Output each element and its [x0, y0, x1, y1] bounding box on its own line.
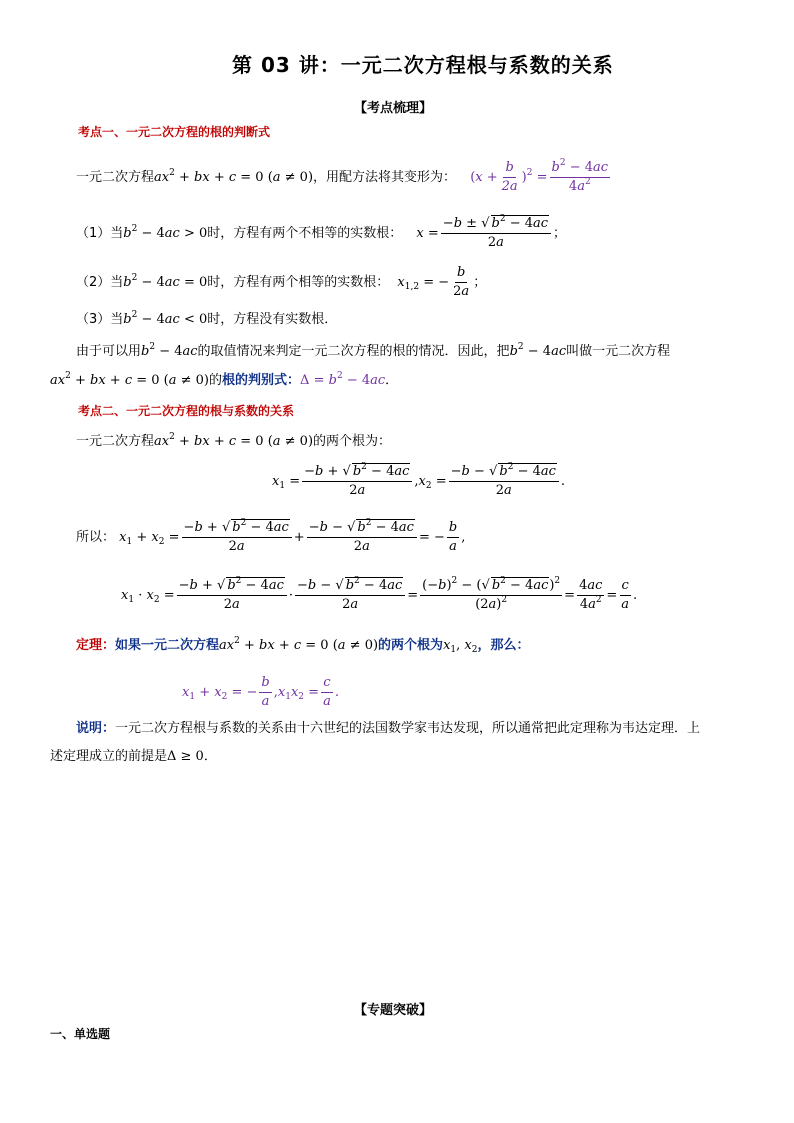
- case1-line: [76, 216, 566, 251]
- case3-prefix: （3）当: [76, 312, 124, 327]
- note-text-line1: 一元二次方程根与系数的关系由十六世纪的法国数学家韦达发现，所以通常把此定理称为韦达定理．上: [115, 721, 701, 736]
- case3-line: [76, 311, 337, 329]
- p2-intro-suffix: 的两个根为：: [313, 434, 392, 449]
- vieta-formula: $x_1 + x_2$ = − $\frac{b}{a}$ $,x_1x_2$ = $\frac{c}{a}$ .: [182, 675, 339, 709]
- para-c: 叫做一元二次方程: [566, 344, 671, 359]
- para-d: 的: [209, 373, 223, 388]
- point1-intro: [76, 160, 612, 195]
- case2-mid: 时，方程有两个相等的实数根：: [207, 275, 390, 290]
- case2-end: ；: [473, 275, 487, 290]
- point2-heading: 考点二、一元二次方程的根与系数的关系: [78, 404, 295, 418]
- point1-heading: 考点一、一元二次方程的根的判断式: [78, 125, 271, 139]
- case2-prefix: （2）当: [76, 275, 124, 290]
- discriminant-para-line2: [50, 372, 398, 390]
- note-text-line2: 述定理成立的前提是: [50, 749, 168, 764]
- quadratic-equation-formula: $ax^2$ + bx + c = 0 (a ≠ 0): [154, 168, 314, 185]
- note-label: 说明：: [76, 721, 116, 736]
- theorem-a: 如果一元二次方程: [115, 638, 220, 653]
- two-roots-formula: $x_1$ = $\frac{-b + √ b^2 - 4ac}{2a}$ $,x_2$ = $\frac{-b - √ b^2 - 4ac}{2a}$ .: [272, 462, 566, 498]
- point2-intro: [76, 433, 391, 451]
- para-e-discriminant-label: 根的判别式：: [222, 373, 301, 388]
- p2-intro-prefix: 一元二次方程: [76, 434, 155, 449]
- case3-mid: 时，方程没有实数根．: [207, 312, 338, 327]
- product-of-roots-formula: $x_1 \cdot x_2$ = $\frac{-b + √ b^2 - 4ac}{2a}$ · $\frac{-b - √ b^2 - 4ac}{2a}$ = $\frac{(-b)^2 - (√ b^2 - 4ac)^2}{(2a)^2}$ = $\frac{4ac}{4a^2}$ = $\frac{c}{a}$ .: [121, 576, 638, 612]
- intro-suffix: ，用配方法将其变形为：: [313, 170, 457, 185]
- para-a: 由于可以用: [76, 344, 142, 359]
- case2-root-formula: $x_{1,2}$ = − $\frac{b}{2a}$: [397, 265, 470, 299]
- section-heading-review: 【考点梳理】: [354, 101, 433, 116]
- theorem-equation: $ax^2$ + bx + c = 0 (a ≠ 0): [219, 636, 379, 653]
- case1-prefix: （1）当: [76, 226, 124, 241]
- section-heading-breakthrough: 【专题突破】: [354, 1003, 433, 1018]
- para-f: ．: [385, 373, 399, 388]
- discriminant-formula: $\Delta = b^2 - 4ac$: [300, 371, 386, 388]
- sum-of-roots-line: [76, 520, 465, 555]
- p2-equation: $ax^2$ + bx + c = 0 (a ≠ 0): [154, 432, 314, 449]
- para-expr1: $b^2 - 4ac$: [141, 342, 198, 359]
- theorem-c: ，那么：: [477, 638, 530, 653]
- case1-end: ；: [553, 226, 567, 241]
- discriminant-para-line1: [76, 343, 670, 361]
- theorem-roots: $x_1$, $x_2$: [443, 638, 478, 655]
- note-end: ．: [203, 749, 217, 764]
- theorem-b: 的两个根为: [378, 638, 444, 653]
- case2-condition: $b^2 - 4ac = 0$: [123, 273, 208, 290]
- sum-of-roots-formula: $x_1 + x_2$ = $\frac{-b + √ b^2 - 4ac}{2a}$ + $\frac{-b - √ b^2 - 4ac}{2a}$ = − $\frac{b}{a}$ ,: [119, 518, 466, 554]
- case1-condition: $b^2 - 4ac > 0$: [123, 224, 208, 241]
- note-line1: [76, 720, 700, 738]
- case3-condition: $b^2 - 4ac < 0$: [123, 310, 208, 327]
- case1-mid: 时，方程有两个不相等的实数根：: [207, 226, 403, 241]
- delta-condition: Δ ≥ 0: [167, 749, 204, 764]
- theorem-line: [76, 637, 530, 655]
- case1-root-formula: x = $\frac{-b \pm √ b^2 - 4ac}{2a}$: [416, 226, 553, 241]
- note-line2: [50, 748, 217, 766]
- so-label: 所以：: [76, 530, 116, 545]
- intro-prefix: 一元二次方程: [76, 170, 155, 185]
- page-title: 第 03 讲：一元二次方程根与系数的关系: [232, 53, 614, 77]
- exercise-heading: 一、单选题: [50, 1027, 111, 1041]
- para-equation: $ax^2$ + bx + c = 0 (a ≠ 0): [50, 371, 210, 388]
- case2-line: [76, 265, 486, 300]
- completed-square-formula: (x + $\frac{b}{2a}$ )$^2$ = $\frac{b^2 - 4ac}{4a^2}$: [470, 158, 609, 194]
- theorem-label: 定理：: [76, 638, 116, 653]
- para-expr2: $b^2 - 4ac$: [509, 342, 567, 359]
- para-b: 的取值情况来判定一元二次方程的根的情况．因此，把: [197, 344, 510, 359]
